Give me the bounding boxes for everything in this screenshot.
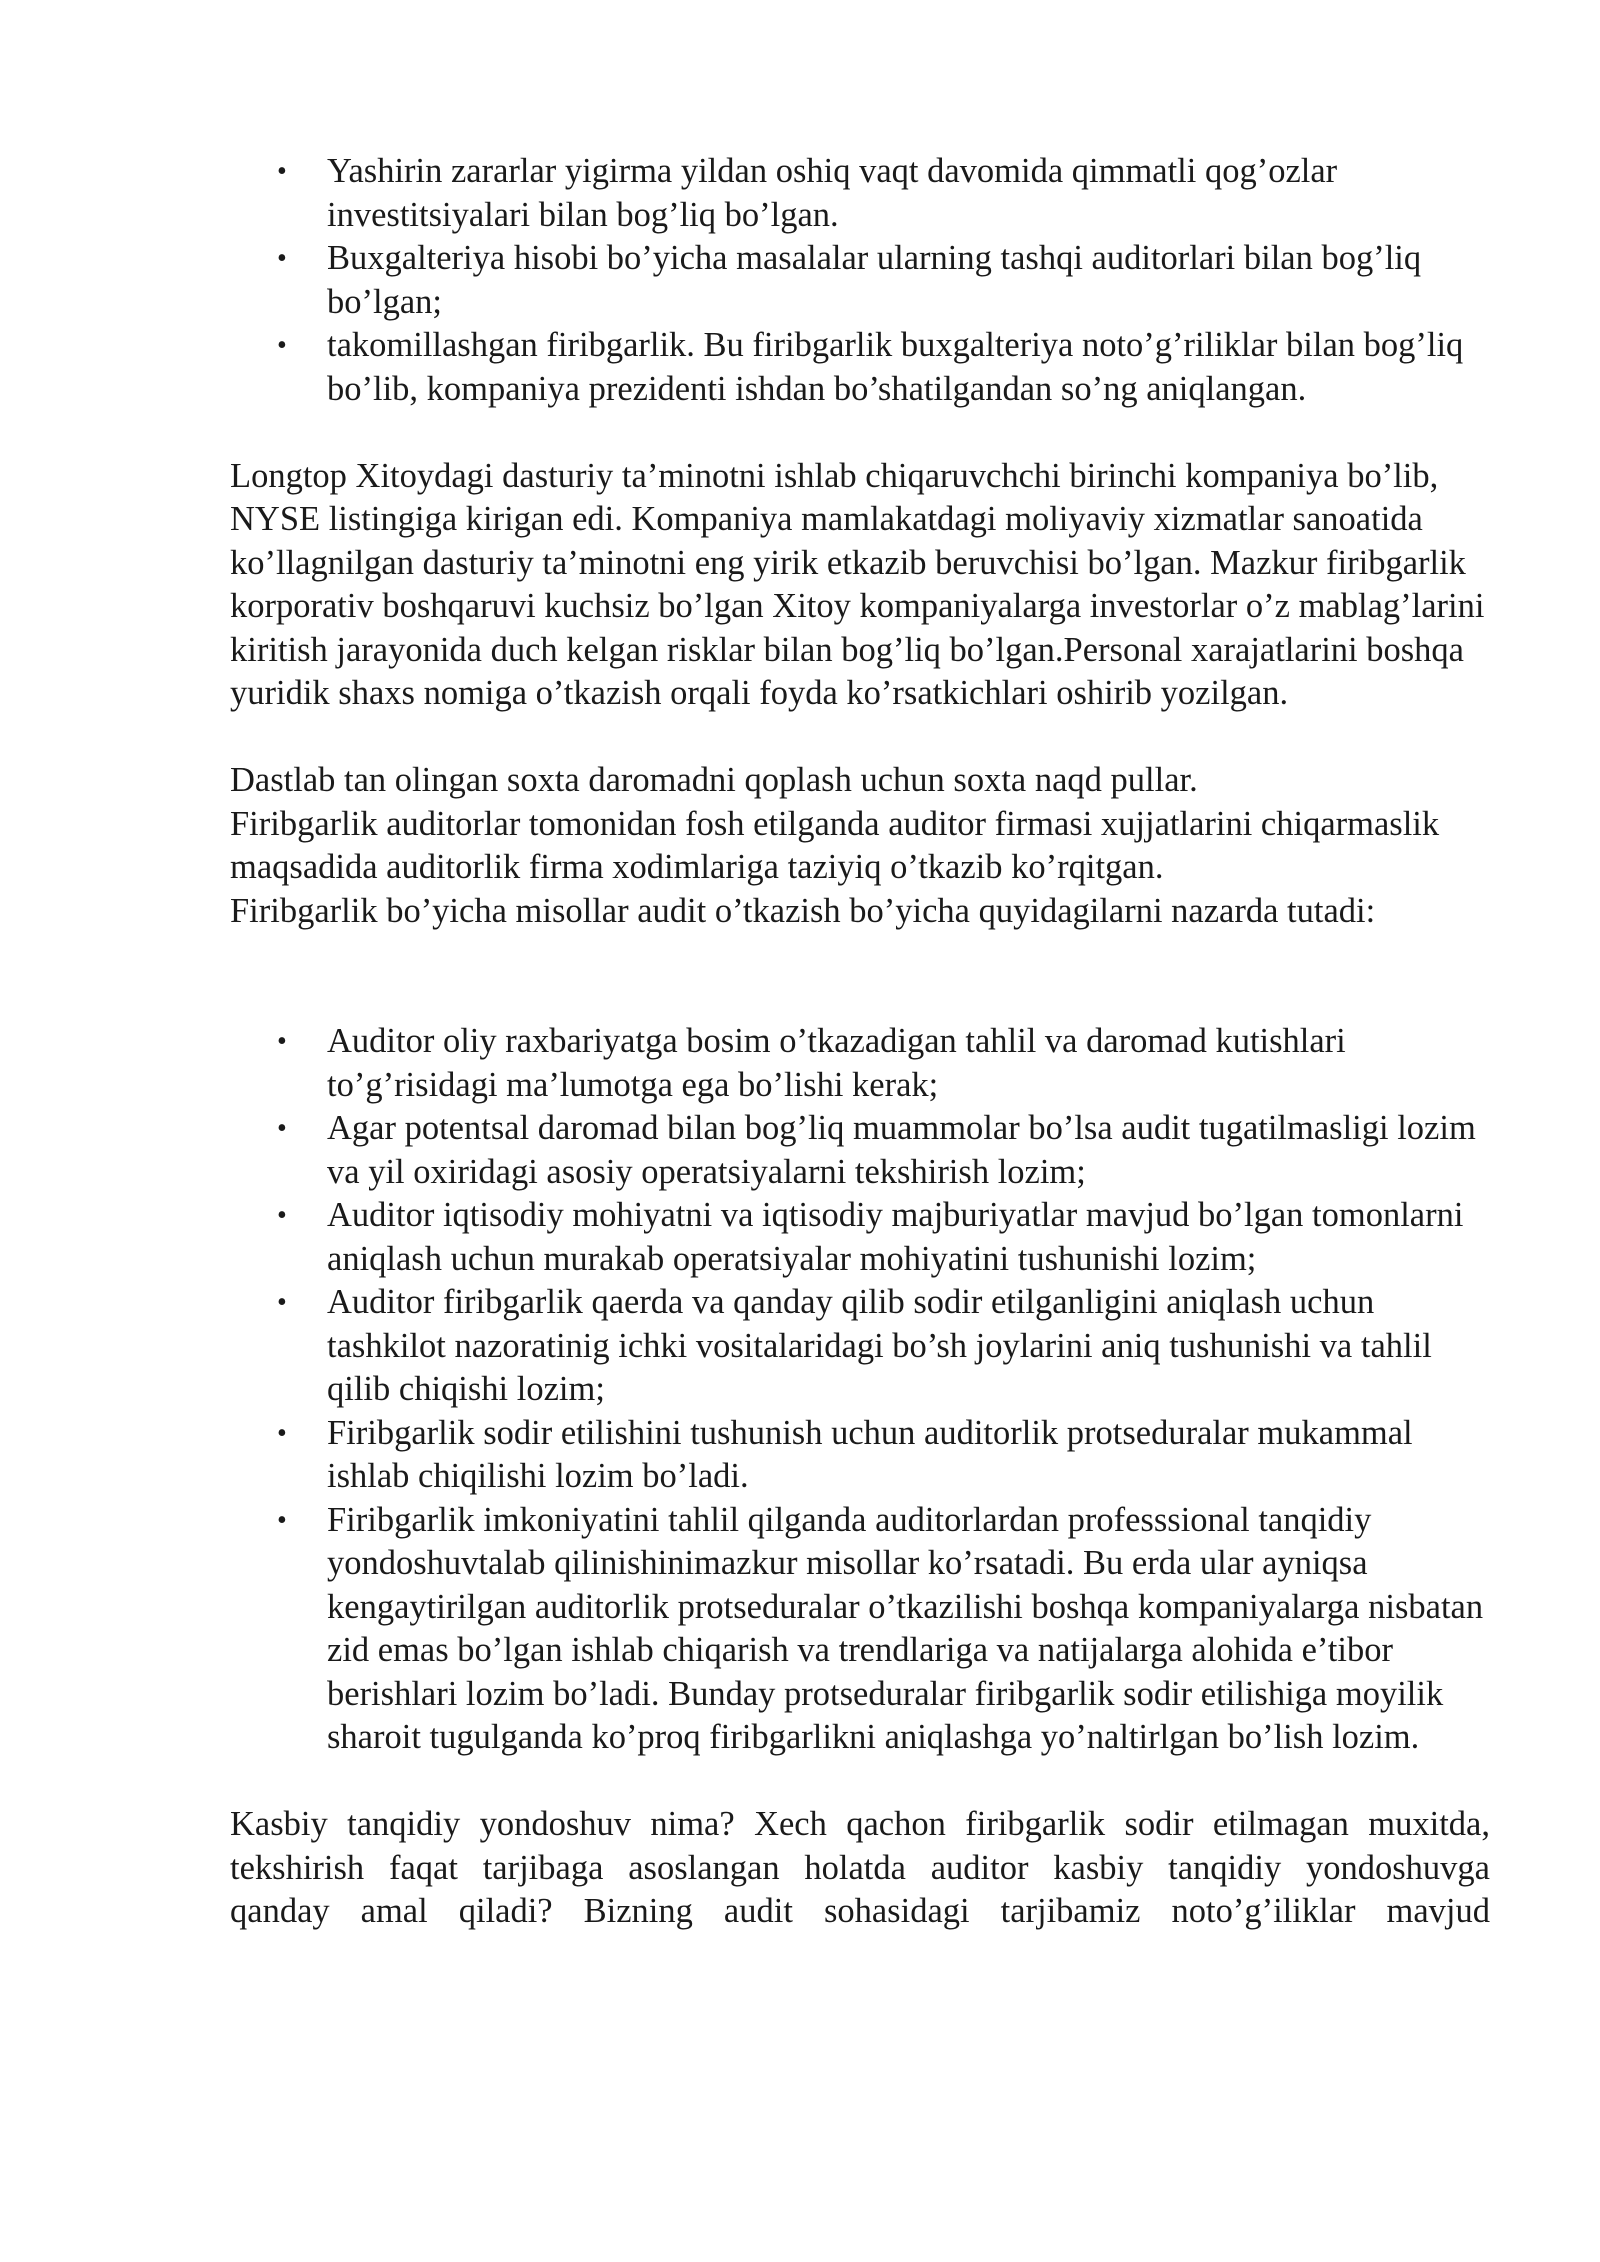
list-item bbox=[230, 1107, 1490, 1194]
bullet-list-2 bbox=[230, 1020, 1490, 1760]
list-item-text: Auditor firibgarlik qaerda va qanday qilib sodir etilganligini aniqlash uchun tashkilot nazoratinig ichki vositalaridagi bo’sh joylarini aniq tushunishi va tahlil qilib chiqishi lozim; bbox=[327, 1283, 1432, 1408]
list-item-text: Auditor oliy raxbariyatga bosim o’tkazadigan tahlil va daromad kutishlari to’g’risidagi ma’lumotga ega bo’lishi kerak; bbox=[327, 1022, 1346, 1104]
paragraph-line: Dastlab tan olingan soxta daromadni qoplash uchun soxta naqd pullar. bbox=[230, 761, 1198, 799]
paragraph-gap bbox=[230, 933, 1490, 1020]
bullet-icon: • bbox=[277, 1504, 287, 1536]
paragraph-line: tekshirish faqat tarjibaga asoslangan holatda auditor kasbiy tanqidiy yondoshuvga bbox=[230, 1848, 1490, 1887]
bullet-icon: • bbox=[277, 156, 287, 187]
bullet-icon: • bbox=[277, 1200, 287, 1231]
list-item-text: Yashirin zararlar yigirma yildan oshiq vaqt davomida qimmatli qog’ozlar investitsiyalari bilan bog’liq bo’lgan. bbox=[327, 152, 1338, 234]
list-item-text: Firibgarlik imkoniyatini tahlil qilganda auditorlardan professsional tanqidiy yondoshuvtalab qilinishinimazkur misollar ko’rsatadi. Bu erda ular ayniqsa kengaytirilgan auditorlik protseduralar o’tkazilishi boshqa kompaniyalarga nisbatan zid emas bo’lgan ishlab chiqarish va trendlariga va natijalarga alohida e’tibor berishlari lozim bo’ladi. Bunday protseduralar firibgarlik sodir etilishiga moyilik sharoit tugulganda ko’proq firibgarlikni aniqlashga yo’naltirlgan bo’lish lozim. bbox=[327, 1500, 1484, 1756]
paragraph-line: Firibgarlik bo’yicha misollar audit o’tkazish bo’yicha quyidagilarni nazarda tutadi: bbox=[230, 891, 1376, 930]
paragraph-gap bbox=[230, 411, 1490, 455]
bullet-icon: • bbox=[277, 1026, 287, 1057]
bullet-icon: • bbox=[277, 330, 287, 361]
list-item-text: Firibgarlik sodir etilishini tushunish uchun auditorlik protseduralar mukammal ishlab chiqilishi lozim bo’ladi. bbox=[327, 1413, 1413, 1495]
paragraph-longtop: Longtop Xitoydagi dasturiy ta’minotni ishlab chiqaruvchchi birinchi kompaniya bo’lib, NYSE listingiga kirigan edi. Kompaniya mamlakatdagi moliyaviy xizmatlar sanoatida ko’llagnilgan dasturiy ta’minotni eng yirik etkazib beruvchisi bo’lgan. Mazkur firibgarlik korporativ boshqaruvi kuchsiz bo’lgan Xitoy kompaniyalarga investorlar o’z mablag’larini kiritish jarayonida duch kelgan risklar bilan bog’liq bo’lgan.Personal xarajatlarini boshqa yuridik shaxs nomiga o’tkazish orqali foyda ko’rsatkichlari oshirib yozilgan. bbox=[230, 456, 1485, 712]
paragraph-gap bbox=[230, 716, 1490, 760]
bullet-icon: • bbox=[277, 1113, 287, 1144]
list-item bbox=[230, 237, 1490, 324]
paragraph-line: Firibgarlik auditorlar tomonidan fosh etilganda auditor firmasi xujjatlarini chiqarmaslik maqsadida auditorlik firma xodimlariga taziyiq o’tkazib ko’rqitgan. bbox=[230, 804, 1440, 886]
paragraph-line: qanday amal qiladi? Bizning audit sohasidagi tarjibamiz noto’g’iliklar mavjud bbox=[230, 1892, 1490, 1930]
list-item bbox=[230, 1194, 1490, 1281]
list-item bbox=[230, 1412, 1490, 1499]
list-item bbox=[230, 1020, 1490, 1107]
list-item-text: Buxgalteriya hisobi bo’yicha masalalar ularning tashqi auditorlari bilan bog’liq bo’lgan; bbox=[327, 239, 1422, 321]
bullet-icon: • bbox=[277, 1287, 287, 1318]
list-item-text: Agar potentsal daromad bilan bog’liq muammolar bo’lsa audit tugatilmasligi lozim va yil oxiridagi asosiy operatsiyalarni tekshirish lozim; bbox=[327, 1109, 1476, 1191]
bullet-list-1 bbox=[230, 150, 1490, 411]
list-item bbox=[230, 1499, 1490, 1760]
document-body bbox=[230, 150, 1490, 1934]
list-item bbox=[230, 324, 1490, 411]
paragraph-gap bbox=[230, 1760, 1490, 1804]
list-item bbox=[230, 150, 1490, 237]
list-item-text: Auditor iqtisodiy mohiyatni va iqtisodiy majburiyatlar mavjud bo’lgan tomonlarni aniqlash uchun murakab operatsiyalar mohiyatini tushunishi lozim; bbox=[327, 1196, 1464, 1278]
bullet-icon: • bbox=[277, 1417, 287, 1449]
list-item-text: takomillashgan firibgarlik. Bu firibgarlik buxgalteriya noto’g’riliklar bilan bog’liq bo’lib, kompaniya prezidenti ishdan bo’shatilgandan so’ng aniqlangan. bbox=[327, 326, 1464, 408]
paragraph-line: Kasbiy tanqidiy yondoshuv nima? Xech qachon firibgarlik sodir etilmagan muxitda, bbox=[230, 1805, 1490, 1843]
list-item bbox=[230, 1281, 1490, 1412]
bullet-icon: • bbox=[277, 243, 287, 274]
